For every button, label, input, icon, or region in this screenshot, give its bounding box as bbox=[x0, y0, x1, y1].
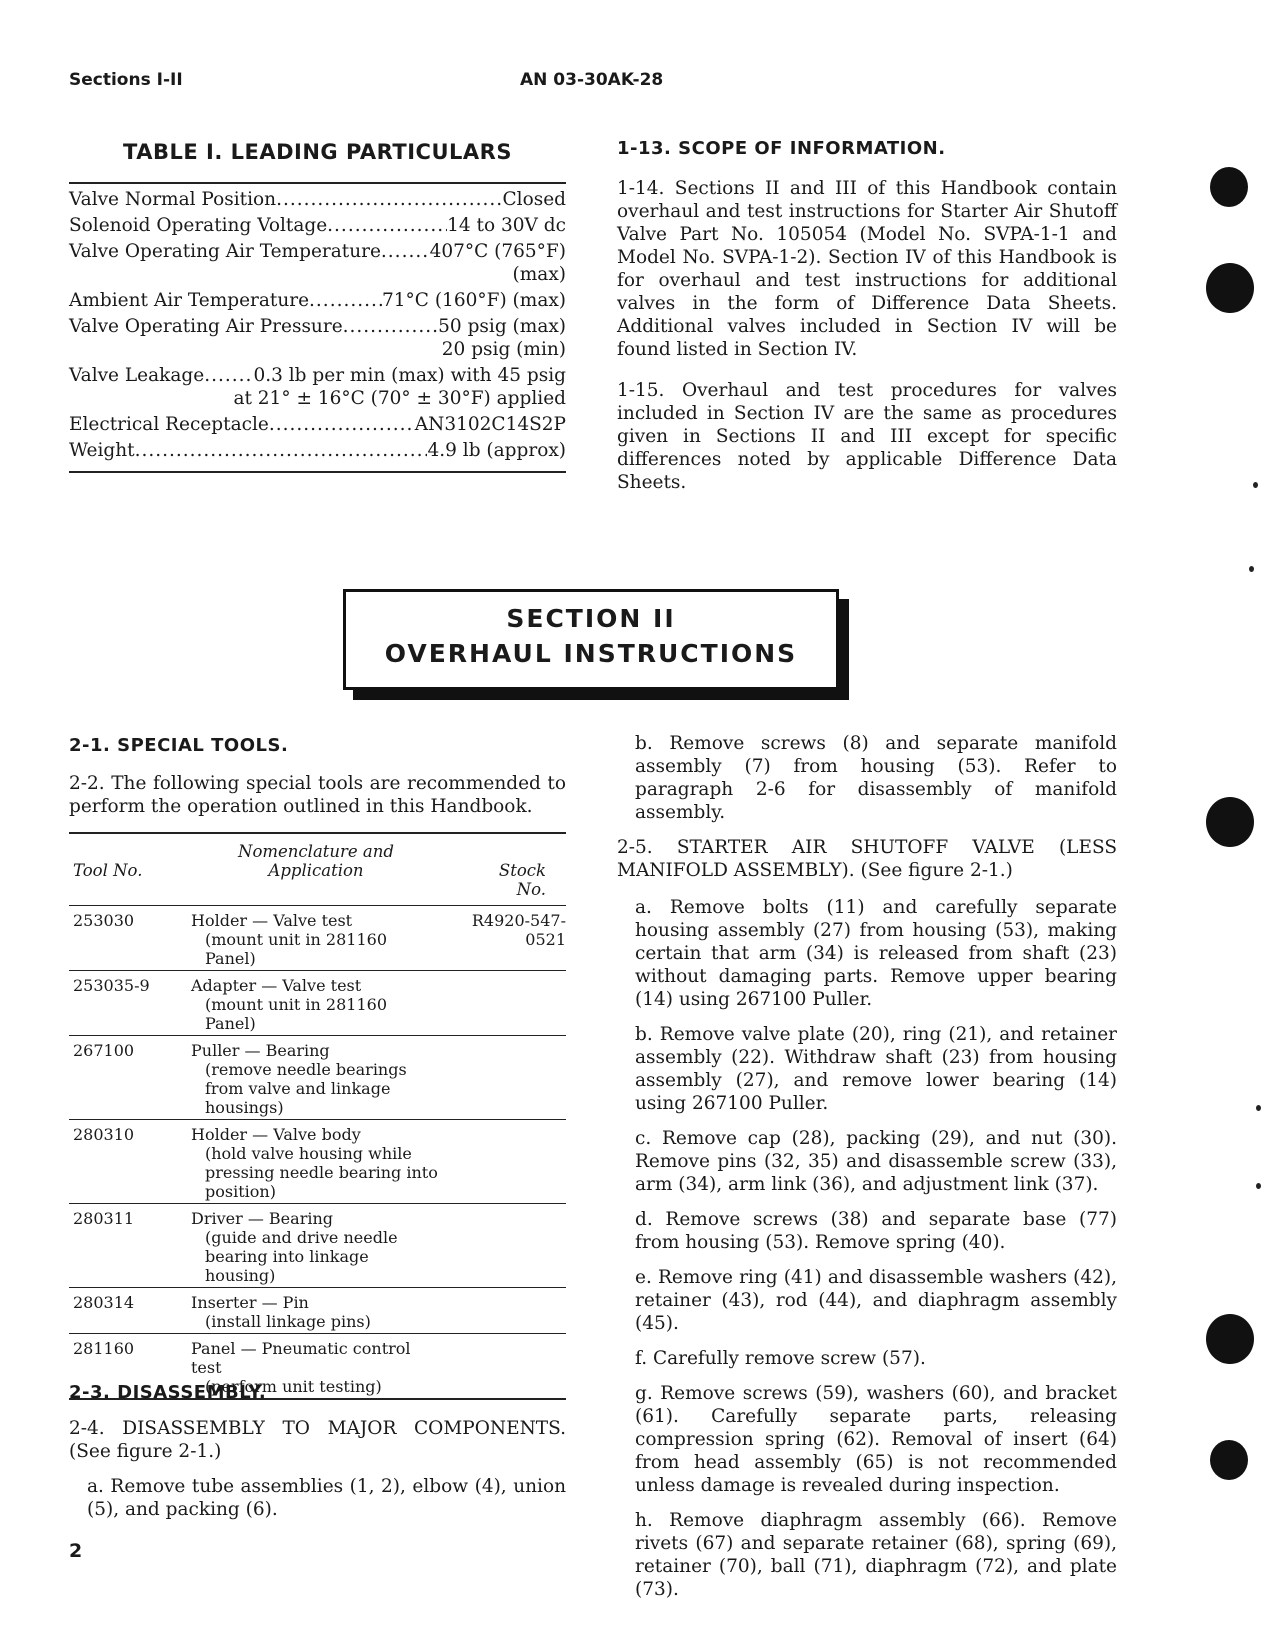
section-title-box bbox=[343, 589, 839, 690]
page-number: 2 bbox=[69, 1540, 83, 1562]
step-2-5-b: b. Remove valve plate (20), ring (21), and retainer assembly (22). Withdraw shaft (23) from housing assembly (27), and remove lower bearing (14) using 267100 Puller. bbox=[635, 1024, 1117, 1114]
scan-speck bbox=[1249, 566, 1254, 572]
table-row-continuation: (max) bbox=[512, 264, 566, 285]
table-row: 253030 Holder — Valve test (mount unit in 281160 Panel) R4920-547-0521 bbox=[69, 906, 566, 971]
disassembly-heading: 2-3. DISASSEMBLY. bbox=[69, 1382, 267, 1403]
binder-hole bbox=[1206, 263, 1254, 313]
column-header-nomenclature: Nomenclature and bbox=[238, 842, 394, 861]
special-tools-table bbox=[69, 832, 566, 1400]
table-row-continuation: at 21° ± 16°C (70° ± 30°F) applied bbox=[233, 388, 566, 409]
table-title: TABLE I. LEADING PARTICULARS bbox=[123, 140, 512, 164]
table-row: Valve Operating Air Temperature ..... 407°C (765°F) bbox=[69, 240, 566, 263]
step-2-5-f: f. Carefully remove screw (57). bbox=[635, 1348, 926, 1369]
binder-hole bbox=[1206, 797, 1254, 847]
column-header-tool: Tool No. bbox=[73, 861, 143, 880]
table-row-continuation: 20 psig (min) bbox=[441, 339, 566, 360]
column-header-application: Application bbox=[268, 861, 364, 880]
paragraph-1-15: 1-15. Overhaul and test procedures for valves included in Section IV are the same as procedures given in Sections II and III except for specific differences noted by applicable Difference Data Sheets. bbox=[617, 380, 1117, 493]
special-tools-section bbox=[69, 735, 566, 818]
table-row: 280314 Inserter — Pin (install linkage pins) bbox=[69, 1288, 566, 1334]
table-row: Ambient Air Temperature ..... 71°C (160°F) (max) bbox=[69, 289, 566, 312]
paragraph-2-2: 2-2. The following special tools are recommended to perform the operation outlined in this Handbook. bbox=[69, 773, 566, 817]
table-row: Valve Normal Position ..... Closed bbox=[69, 188, 566, 211]
section-title: OVERHAUL INSTRUCTIONS bbox=[384, 639, 798, 668]
table-header bbox=[69, 834, 566, 906]
step-2-5-e: e. Remove ring (41) and disassemble washers (42), retainer (43), rod (44), and diaphragm assembly (45). bbox=[635, 1267, 1117, 1334]
section-number: SECTION II bbox=[506, 604, 676, 633]
table-row: 280310 Holder — Valve body (hold valve housing while pressing needle bearing into position) bbox=[69, 1120, 566, 1204]
step-2-5-h: h. Remove diaphragm assembly (66). Remove rivets (67) and separate retainer (68), spring (69), retainer (70), ball (71), diaphragm (72), and plate (73). bbox=[635, 1510, 1117, 1600]
table-row: 253035-9 Adapter — Valve test (mount unit in 281160 Panel) bbox=[69, 971, 566, 1036]
table-row: Valve Operating Air Pressure ..... 50 psig (max) bbox=[69, 315, 566, 338]
paragraph-2-5: 2-5. STARTER AIR SHUTOFF VALVE (LESS MANIFOLD ASSEMBLY). (See figure 2-1.) bbox=[617, 837, 1117, 881]
scan-speck bbox=[1256, 1183, 1261, 1189]
table-row: Solenoid Operating Voltage ..... 14 to 30V dc bbox=[69, 214, 566, 237]
step-2-4-b: b. Remove screws (8) and separate manifold assembly (7) from housing (53). Refer to paragraph 2-6 for disassembly of manifold assembly. bbox=[635, 733, 1117, 823]
table-row: Electrical Receptacle ..... AN3102C14S2P bbox=[69, 413, 566, 436]
paragraph-1-14: 1-14. Sections II and III of this Handbook contain overhaul and test instructions for Starter Air Shutoff Valve Part No. 105054 (Model No. SVPA-1-1 and Model No. SVPA-1-2). Section IV of this Handbook is for overhaul and test instructions for additional valves in the form of Difference Data Sheets. Additional valves included in Section IV will be found listed in Section IV. bbox=[617, 178, 1117, 360]
step-2-5-a: a. Remove bolts (11) and carefully separate housing assembly (27) from housing (53), making certain that arm (34) is released from shaft (23) without damaging parts. Remove upper bearing (14) using 267100 Puller. bbox=[635, 897, 1117, 1010]
special-tools-heading: 2-1. SPECIAL TOOLS. bbox=[69, 735, 289, 756]
table-row: Weight ..... 4.9 lb (approx) bbox=[69, 439, 566, 462]
table-row: Valve Leakage ..... 0.3 lb per min (max) with 45 psig bbox=[69, 364, 566, 387]
step-2-5-g: g. Remove screws (59), washers (60), and bracket (61). Carefully separate parts, releasing compression spring (62). Removal of insert (64) from head assembly (65) is not recommended unless damage is revealed during inspection. bbox=[635, 1383, 1117, 1496]
scan-speck bbox=[1253, 482, 1258, 488]
step-2-5-d: d. Remove screws (38) and separate base (77) from housing (53). Remove spring (40). bbox=[635, 1209, 1117, 1253]
scope-heading: 1-13. SCOPE OF INFORMATION. bbox=[617, 138, 946, 159]
binder-hole bbox=[1210, 167, 1248, 207]
document-number: AN 03-30AK-28 bbox=[520, 70, 664, 90]
scope-section bbox=[617, 138, 1117, 494]
step-2-5-c: c. Remove cap (28), packing (29), and nut (30). Remove pins (32, 35) and disassemble screw (33), arm (34), arm link (36), and adjustment link (37). bbox=[635, 1128, 1117, 1195]
binder-hole bbox=[1206, 1314, 1254, 1364]
table-row: 281160 Panel — Pneumatic control test (perform unit testing) bbox=[69, 1334, 566, 1400]
disassembly-section bbox=[69, 1382, 566, 1521]
section-label: Sections I-II bbox=[69, 70, 183, 90]
step-2-4-a: a. Remove tube assemblies (1, 2), elbow (4), union (5), and packing (6). bbox=[87, 1476, 566, 1520]
scan-speck bbox=[1256, 1105, 1261, 1111]
column-header-stock: Stock No. bbox=[498, 861, 546, 899]
disassembly-steps bbox=[617, 732, 1117, 1601]
leading-particulars-table bbox=[69, 182, 566, 473]
table-row: 280311 Driver — Bearing (guide and drive needle bearing into linkage housing) bbox=[69, 1204, 566, 1288]
paragraph-2-4: 2-4. DISASSEMBLY TO MAJOR COMPONENTS. (See figure 2-1.) bbox=[69, 1418, 566, 1462]
binder-hole bbox=[1210, 1440, 1248, 1480]
table-row: 267100 Puller — Bearing (remove needle bearings from valve and linkage housings) bbox=[69, 1036, 566, 1120]
